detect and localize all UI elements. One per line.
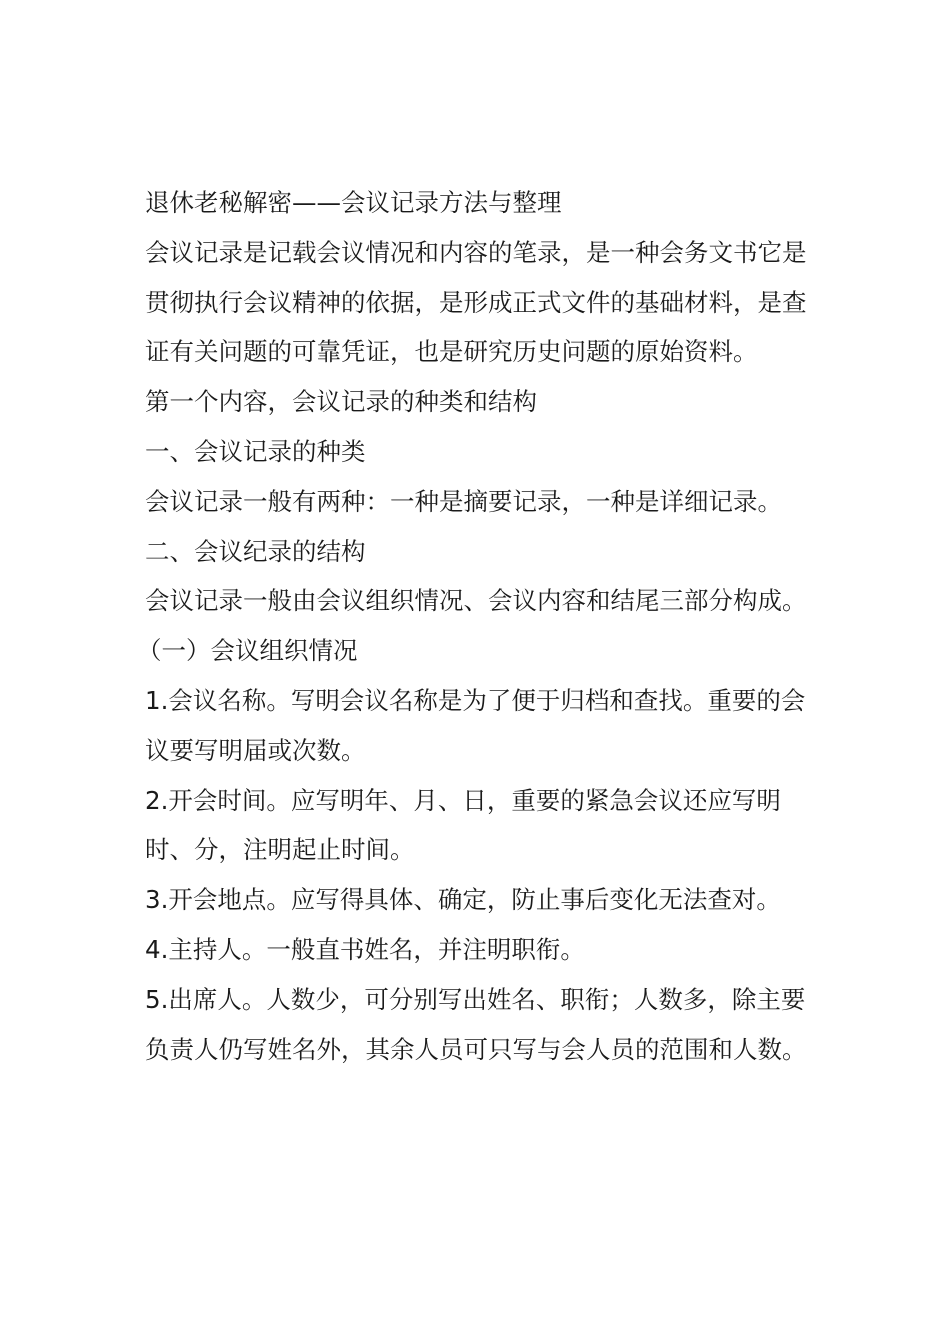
section-body-types: 会议记录一般有两种：一种是摘要记录，一种是详细记录。 xyxy=(145,486,782,516)
subsection-heading: （一）会议组织情况 xyxy=(137,636,358,666)
list-item: 2.开会时间。应写明年、月、日，重要的紧急会议还应写明时、分，注明起止时间。 xyxy=(145,785,781,865)
section-body-structure: 会议记录一般由会议组织情况、会议内容和结尾三部分构成。 xyxy=(145,586,807,616)
list-item: 5.出席人。人数少，可分别写出姓名、职衔；人数多，除主要负责人仍写姓名外，其余人员可只写与会人员的范围和人数。 xyxy=(145,984,807,1064)
intro-paragraph: 会议记录是记载会议情况和内容的笔录，是一种会务文书它是贯彻执行会议精神的依据，是形成正式文件的基础材料，是查证有关问题的可靠凭证，也是研究历史问题的原始资料。 xyxy=(145,237,807,367)
list-item: 1.会议名称。写明会议名称是为了便于归档和查找。重要的会议要写明届或次数。 xyxy=(145,685,806,765)
section-heading-structure: 二、会议纪录的结构 xyxy=(145,536,366,566)
document-body xyxy=(137,178,810,1074)
part-heading: 第一个内容，会议记录的种类和结构 xyxy=(145,387,537,417)
list-item: 3.开会地点。应写得具体、确定，防止事后变化无法查对。 xyxy=(145,885,781,915)
section-heading-types: 一、会议记录的种类 xyxy=(145,436,366,466)
list-item: 4.主持人。一般直书姓名，并注明职衔。 xyxy=(145,934,585,964)
document-title: 退休老秘解密——会议记录方法与整理 xyxy=(145,188,562,217)
